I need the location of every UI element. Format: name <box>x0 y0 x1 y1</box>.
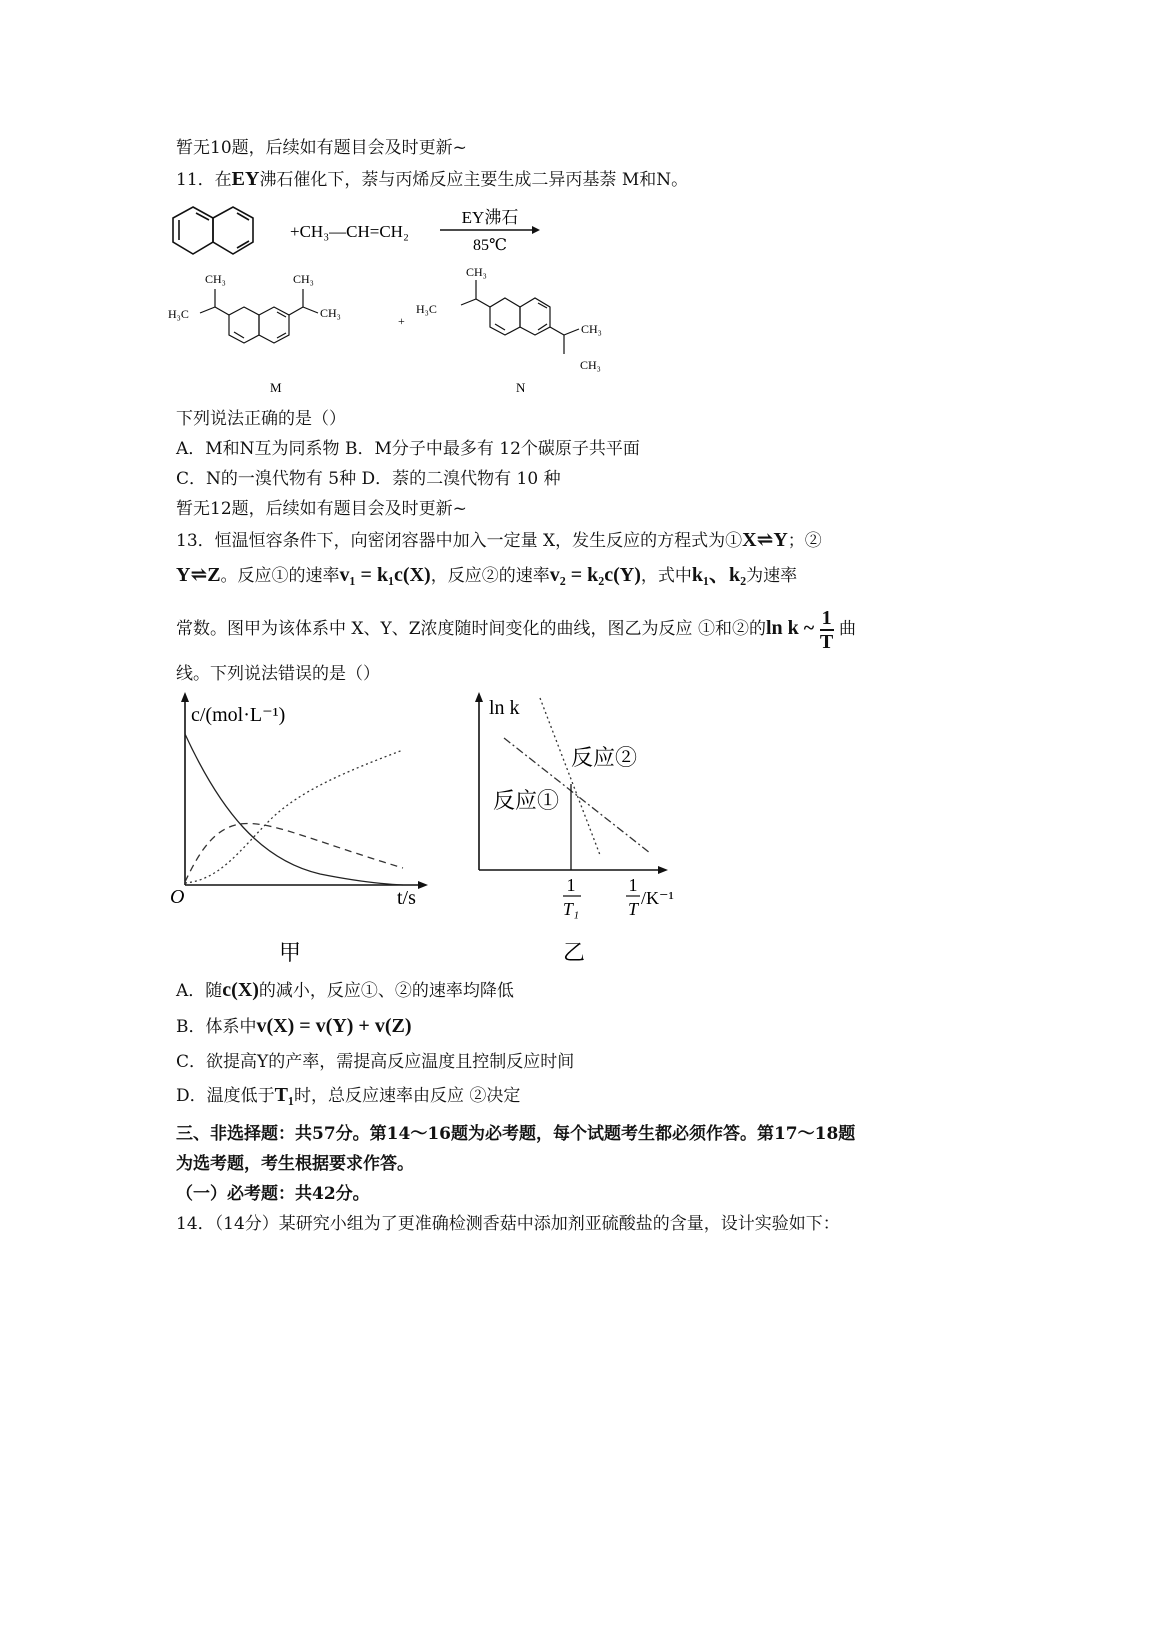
n-ch3-bottom: CH₃ <box>580 358 601 372</box>
q13-option-a-formula: c(X) <box>222 979 259 1001</box>
yi-tick-den: T₁ <box>562 899 580 919</box>
n-ch3-top: CH₃ <box>466 265 487 279</box>
m-ch3-right: CH₃ <box>320 306 341 320</box>
q11-reaction-diagram <box>160 190 660 405</box>
naphthalene-structure <box>173 207 253 254</box>
q13-lnk: ln k ~ <box>765 617 815 639</box>
label-m: M <box>270 380 282 395</box>
q13-option-d <box>176 1083 520 1108</box>
q11-options-cd: C．N的一溴代物有 5种 D．萘的二溴代物有 10 种 <box>176 469 561 489</box>
q13-option-a-post: 的减小，反应①、②的速率均降低 <box>258 981 514 1001</box>
q11-prompt: 下列说法正确的是（） <box>176 409 346 429</box>
q11-options-ab: A．M和N互为同系物 B．M分子中最多有 12个碳原子共平面 <box>176 439 640 459</box>
q11-stem-suffix: 沸石催化下，萘与丙烯反应主要生成二异丙基萘 M和N。 <box>259 170 689 190</box>
q13-rate2: v₂ = k₂c(Y) <box>549 564 641 586</box>
n-ch3-right: CH₃ <box>581 322 602 336</box>
q13-line3-text: 常数。图甲为该体系中 X、Y、Z浓度随时间变化的曲线，图乙为反应 ①和②的 <box>176 619 766 639</box>
jia-title: 甲 <box>278 940 302 965</box>
yi-title: 乙 <box>562 940 586 965</box>
q10-note: 暂无10题，后续如有题目会及时更新~ <box>176 138 467 158</box>
yi-line-reaction-2 <box>540 698 600 855</box>
molecule-m <box>200 289 318 343</box>
m-h3c-left: H₃C <box>168 307 189 321</box>
yi-label-reaction-1: 反应① <box>493 788 560 813</box>
jia-curve-z <box>185 750 403 883</box>
q11-stem-prefix: 11．在 <box>176 170 232 190</box>
q13-option-c: C．欲提高Y的产率，需提高反应温度且控制反应时间 <box>176 1052 575 1072</box>
yi-xlabel-unit: /K⁻¹ <box>641 888 674 908</box>
yi-tick-num: 1 <box>566 875 576 895</box>
q12-note: 暂无12题，后续如有题目会及时更新~ <box>176 499 467 519</box>
q13-option-d-post: 时，总反应速率由反应 ②决定 <box>293 1086 521 1106</box>
chart-yi <box>470 690 730 975</box>
q13-line2-text-b: ，反应②的速率 <box>430 566 550 586</box>
q13-option-b <box>176 1014 411 1039</box>
q11-ey: EY <box>231 168 260 190</box>
catalyst-label: EY沸石 <box>461 208 519 227</box>
q13-line2 <box>176 563 797 588</box>
jia-origin: O <box>170 886 185 908</box>
q13-line3 <box>176 600 856 657</box>
q13-eq2: Y⇌Z <box>176 564 221 586</box>
jia-xlabel: t/s <box>397 887 416 909</box>
q13-option-a-pre: A．随 <box>176 981 223 1001</box>
q13-line1-sep: ；② <box>787 531 822 551</box>
section3-heading-line1: 三、非选择题：共57分。第14～16题为必考题，每个试题考生都必须作答。第17～18题 <box>176 1124 856 1144</box>
yi-label-reaction-2: 反应② <box>571 745 638 770</box>
q13-frac-num: 1 <box>821 606 832 629</box>
chart-jia <box>160 690 435 975</box>
q14-stem: 14．（14分）某研究小组为了更准确检测香菇中添加剂亚硫酸盐的含量，设计实验如下： <box>176 1214 840 1234</box>
molecule-n <box>461 280 579 354</box>
q13-option-d-pre: D．温度低于 <box>176 1086 275 1106</box>
jia-curve-x <box>185 734 403 885</box>
q13-k-list: k₁、k₂ <box>691 564 747 586</box>
section3-subheading: （一）必考题：共42分。 <box>176 1184 370 1204</box>
q13-line2-text-d: 为速率 <box>746 566 798 586</box>
label-n: N <box>516 380 526 395</box>
q13-line2-text-a: 。反应①的速率 <box>220 566 340 586</box>
q13-frac-den: T <box>819 630 834 653</box>
q13-inverse-t-fraction <box>820 607 834 653</box>
q13-eq1: X⇌Y <box>742 529 788 551</box>
reaction-arrowhead <box>532 226 540 234</box>
m-ch3-left-top: CH₃ <box>205 272 226 286</box>
jia-x-arrow <box>418 881 428 889</box>
yi-xlabel-num: 1 <box>628 875 638 895</box>
yi-ylabel: ln k <box>489 697 520 719</box>
jia-curve-y <box>185 823 403 882</box>
q13-option-d-formula: T₁ <box>274 1084 294 1106</box>
yi-x-arrow <box>658 866 668 874</box>
plus-sign: + <box>398 314 405 328</box>
yi-xlabel-den: T <box>627 899 639 919</box>
q13-option-b-formula: v(X) = v(Y) + v(Z) <box>256 1015 412 1037</box>
section3-heading-line2: 为选考题，考生根据要求作答。 <box>176 1154 414 1174</box>
q13-line4: 线。下列说法错误的是（） <box>176 664 380 684</box>
n-h3c-left: H₃C <box>416 302 437 316</box>
temperature-label: 85℃ <box>473 237 507 254</box>
q13-line3-end: 曲 <box>838 619 856 639</box>
m-ch3-right-top: CH₃ <box>293 272 314 286</box>
q13-option-b-pre: B．体系中 <box>176 1017 257 1037</box>
q13-line1-text: 13．恒温恒容条件下，向密闭容器中加入一定量 X，发生反应的方程式为① <box>176 531 743 551</box>
yi-y-arrow <box>475 692 483 702</box>
jia-y-arrow <box>181 692 189 702</box>
q11-stem <box>176 167 688 192</box>
jia-ylabel: c/(mol·L⁻¹) <box>191 704 286 726</box>
q13-line2-text-c: ，式中 <box>640 566 692 586</box>
q13-line1 <box>176 528 822 553</box>
q13-rate1: v₁ = k₁c(X) <box>339 564 431 586</box>
q13-option-a <box>176 978 514 1003</box>
propene-formula: +CH₃—CH=CH₂ <box>290 222 409 241</box>
